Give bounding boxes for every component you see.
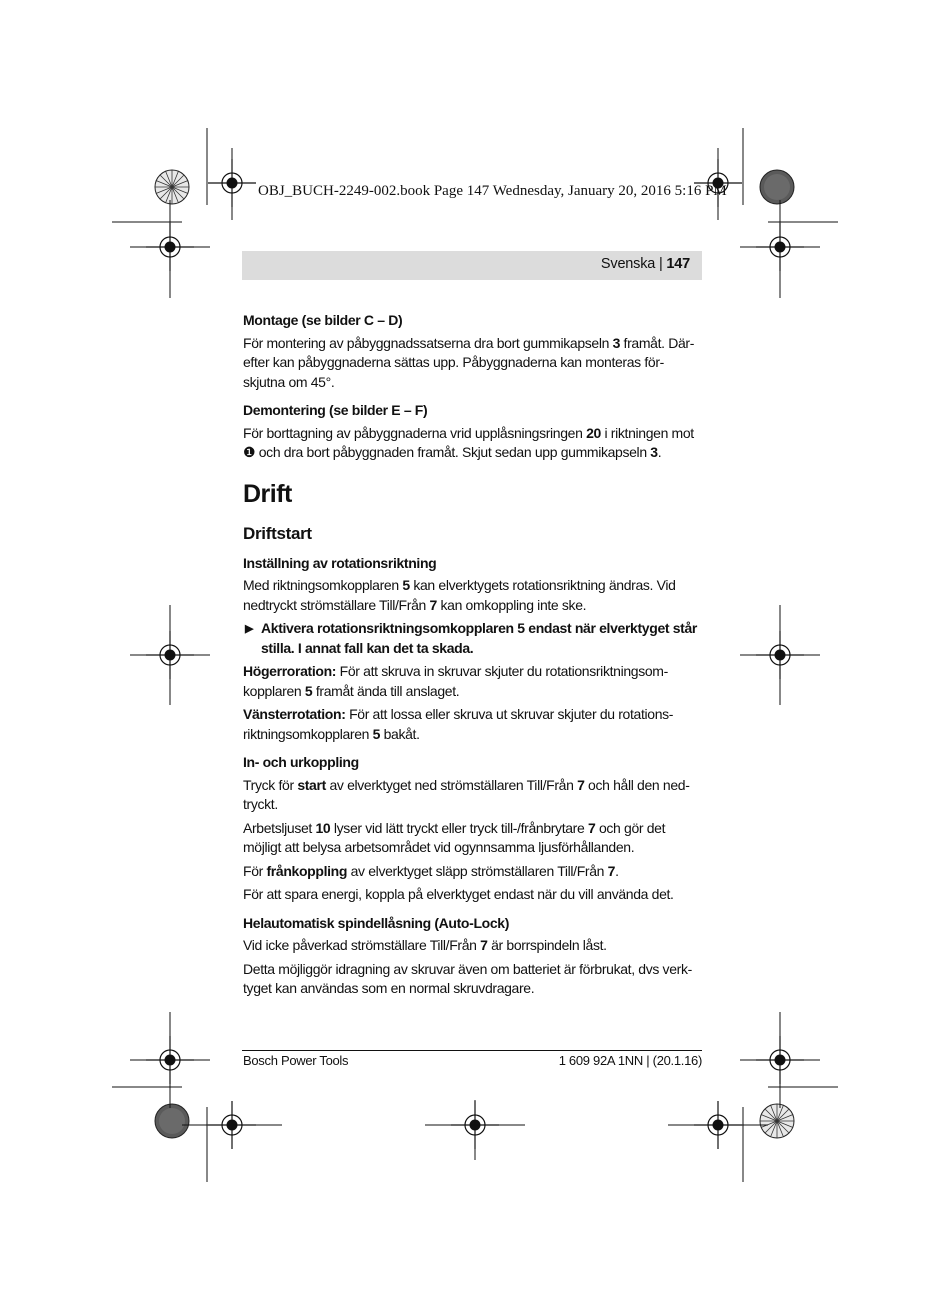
language-label: Svenska (600, 256, 656, 272)
ref-number: 5 (372, 725, 381, 742)
text: i riktningen mot (600, 424, 694, 441)
paragraph-worklight (243, 819, 705, 858)
text: Tryck för (243, 776, 298, 793)
ref-number: 7 (577, 776, 585, 793)
footer-doc-number: 1 609 92A 1NN | (20.1.16) (558, 1053, 702, 1068)
label: Högerroration: (243, 663, 337, 679)
paragraph-demontering (243, 424, 705, 463)
page-number: 147 (666, 256, 690, 272)
text: är borrspindeln låst. (487, 937, 607, 953)
text: och dra bort påbyggnaden framåt. Skjut sedan upp gummikapseln (255, 444, 651, 460)
paragraph-start (243, 776, 705, 815)
ref-number: 10 (315, 819, 331, 836)
subsection-title-driftstart: Driftstart (243, 523, 312, 543)
paragraph-autolock-1 (243, 936, 705, 956)
circled-one-symbol: ❶ (243, 444, 256, 460)
label: Vänsterrotation: (243, 706, 346, 722)
ref-number: 20 (586, 424, 601, 441)
paragraph-rotation (243, 576, 705, 615)
text: framåt. Där-efter kan påbyggnaderna sättas upp. Påbyggnaderna kan monteras för-skjutna om 45°. (243, 334, 695, 390)
heading-switching: In- och urkoppling (243, 754, 359, 770)
triangle-bullet-icon: ▶ (245, 623, 254, 635)
warning-note (243, 619, 705, 658)
text: och håll den ned-tryckt. (243, 776, 690, 812)
section-title-drift: Drift (243, 479, 292, 508)
heading-montage: Montage (se bilder C – D) (243, 312, 403, 328)
heading-demontering: Demontering (se bilder E – F) (243, 402, 428, 418)
heading-rotation: Inställning av rotationsriktning (243, 554, 437, 571)
text: framåt ända till anslaget. (312, 682, 460, 699)
paragraph-right-rotation (243, 662, 705, 701)
ref-number: 5 (304, 682, 313, 699)
text: och gör det möjligt att belysa arbetsområdet vid ogynnsamma ljusförhållanden. (243, 819, 666, 855)
text: kan omkoppling inte ske. (436, 596, 587, 613)
paragraph-autolock-2: Detta möjliggör idragning av skruvar även om batteriet är förbrukat, dvs verk-tyget kan användas som en normal skruvdragare. (243, 960, 692, 996)
ref-number: 7 (480, 937, 488, 953)
paragraph-stop (243, 862, 705, 882)
paragraph-left-rotation (243, 705, 705, 744)
bold-term: start (297, 776, 326, 793)
footer-brand: Bosch Power Tools (243, 1053, 349, 1068)
warning-text: Aktivera rotationsriktningsomkopplaren 5 endast när elverktyget står stilla. I annat fall kan det ta skada. (261, 620, 698, 656)
text: Arbetsljuset (243, 819, 316, 836)
print-slug: OBJ_BUCH-2249-002.book Page 147 Wednesday, January 20, 2016 5:16 PM (258, 183, 727, 199)
text: kan elverktygets rotationsriktning ändras. Vid nedtryckt strömställare Till/Från (243, 577, 676, 613)
text: lyser vid lätt tryckt eller tryck till-/frånbrytare (330, 819, 588, 836)
bold-term: frånkoppling (266, 862, 348, 879)
header-separator: | (658, 256, 663, 272)
text: För (243, 862, 267, 879)
page-header (242, 251, 702, 280)
text: av elverktyget ned strömställaren Till/Från (325, 776, 578, 793)
ref-number: 7 (607, 862, 616, 879)
page-body (243, 306, 705, 1003)
text: Med riktningsomkopplaren (243, 577, 403, 593)
ref-number: 7 (587, 819, 596, 836)
paragraph-montage (243, 334, 705, 393)
header-language (601, 256, 690, 272)
footer-rule (242, 1050, 702, 1051)
text: För att skruva in skruvar skjuter du rotationsriktningsom-kopplaren (243, 663, 668, 699)
text: av elverktyget släpp strömställaren Till/Från (347, 862, 608, 879)
ref-number: 5 (402, 577, 410, 593)
text: För borttagning av påbyggnaderna vrid upplåsningsringen (243, 424, 587, 441)
text: . (657, 444, 662, 460)
ref-number: 3 (650, 444, 658, 460)
paragraph-energy: För att spara energi, koppla på elverktyget endast när du vill använda det. (243, 886, 674, 902)
heading-autolock: Helautomatisk spindellåsning (Auto-Lock) (243, 914, 510, 931)
text: Vid icke påverkad strömställare Till/Från (243, 937, 481, 953)
text: För montering av påbyggnadssatserna dra bort gummikapseln (243, 334, 613, 351)
ref-number: 3 (612, 334, 621, 351)
ref-number: 7 (429, 596, 437, 613)
text: bakåt. (380, 725, 420, 742)
text: För att lossa eller skruva ut skruvar skjuter du rotations-riktningsomkopplaren (243, 706, 674, 742)
text: . (615, 862, 619, 879)
